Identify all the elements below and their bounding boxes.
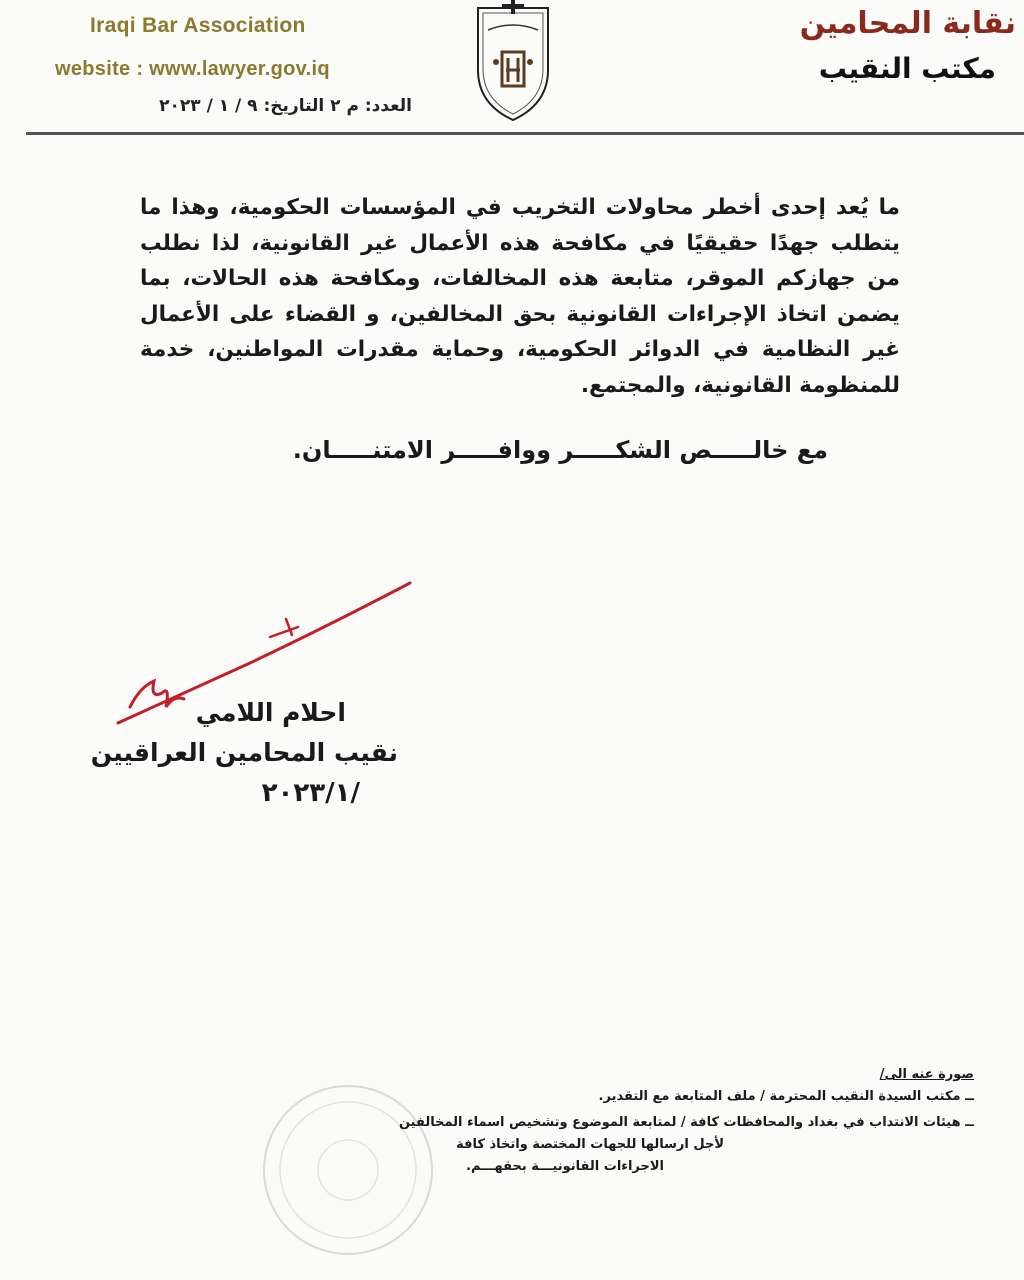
website-line: website : www.lawyer.gov.iq — [55, 58, 330, 80]
copies-title: صورة عنه الى/ — [879, 1067, 974, 1082]
letter-body-paragraph: ما يُعد إحدى أخطر محاولات التخريب في المؤسسات الحكومية، وهذا ما يتطلب جهدًا حقيقيًا في مكافحة هذه الأعمال غير القانونية، لذا نطلب من جهازكم الموقر، متابعة هذه المخالفات، ومكافحة هذه الحالات، بما يضمن اتخاذ الإجراءات القانونية بحق المخالفين، و القضاء على الأعمال غير النظامية في الدوائر الحكومية، وحماية مقدرات المواطنين، خدمة للمنظومة القانونية، والمجتمع. — [140, 195, 900, 398]
signatory-title: نقيب المحامين العراقيين — [90, 738, 398, 767]
copy-item: لأجل ارسالها للجهات المختصة واتخاذ كافة — [456, 1137, 724, 1152]
header-divider — [26, 132, 1024, 135]
copies-section — [254, 1064, 974, 1178]
office-name-ar: مكتب النقيب — [818, 52, 996, 85]
copy-item: ــ هيئات الانتداب في بغداد والمحافظات كافة / لمتابعة الموضوع وتشخيص اسماء المخالفين — [398, 1115, 974, 1130]
signatory-name: احلام اللامي — [195, 698, 346, 727]
org-name-en: Iraqi Bar Association — [90, 14, 306, 37]
reference-date-line: العدد: م ٢ التاريخ: ٩ / ١ / ٢٠٢٣ — [159, 96, 412, 116]
closing-line: مع خالـــــص الشكـــــر ووافـــــر الامتنـــــان. — [292, 436, 828, 464]
bar-association-logo — [472, 0, 554, 124]
copy-item: ــ مكتب السيدة النقيب المحترمة / ملف المتابعة مع التقدير. — [598, 1089, 974, 1104]
org-name-ar: نقابة المحامين — [799, 6, 1016, 41]
signature-date: /٢٠٢٣/١ — [261, 778, 360, 808]
copy-item: الاجراءات القانونيـــة بحقهـــم. — [466, 1159, 664, 1174]
